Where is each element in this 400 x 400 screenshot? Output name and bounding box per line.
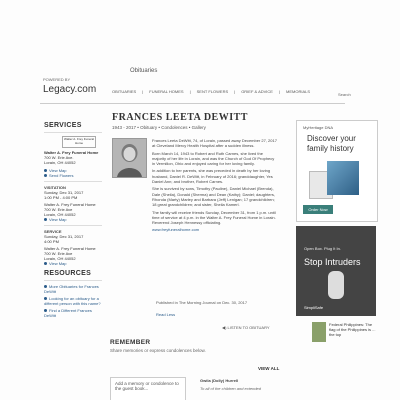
funeral-home-address-1: 700 W. Erie Ave. (44, 155, 74, 160)
guestbook-input[interactable]: Add a memory or condolence to the guest book... (110, 377, 186, 400)
left-sidebar (44, 122, 102, 318)
services-heading: SERVICES (44, 122, 82, 129)
send-flowers-link[interactable]: Send Flowers (44, 173, 102, 178)
funeral-home-logo: Walter A. Frey Funeral Home (62, 136, 96, 148)
read-less-link[interactable]: Read Less (156, 312, 176, 317)
legacy-logo[interactable] (43, 77, 97, 95)
obituary-text (152, 138, 277, 235)
tab-obituary[interactable]: Obituary (140, 125, 158, 130)
story-text: Federal Philippines: The flag of the Philippines is ... the top (329, 322, 376, 337)
deceased-name: FRANCES LEETA DEWITT (112, 112, 248, 123)
service-address-2: Lorain, OH 44052 (44, 256, 76, 261)
visitation-place: Walter A. Frey Funeral Home (44, 202, 96, 207)
service-place: Walter A. Frey Funeral Home (44, 246, 96, 251)
story-thumbnail (312, 322, 326, 342)
remember-heading: REMEMBER (110, 339, 151, 346)
top-nav: OBITUARIES | FUNERAL HOMES | SENT FLOWERS | GRIEF & ADVICE | MEMORIALS (112, 89, 311, 94)
nav-item-sent-flowers[interactable]: SENT FLOWERS (196, 89, 229, 94)
dna-box-image (327, 161, 359, 195)
visitation-address-2: Lorain, OH 44052 (44, 212, 76, 217)
portrait-image (113, 139, 146, 177)
speaker-icon: ◀) (222, 325, 227, 330)
resource-item[interactable]: Find a Different Frances DeWitt (44, 308, 92, 318)
service-view-map-link[interactable]: View Map (44, 261, 102, 266)
map-pin-icon (44, 218, 47, 221)
simplisafe-ad[interactable] (296, 226, 376, 316)
map-pin-icon (44, 262, 47, 265)
view-map-link[interactable]: View Map (44, 168, 102, 173)
header-divider (40, 103, 345, 104)
ad-order-button[interactable]: Order Now (303, 205, 333, 214)
service-date: Sunday, Dec 31, 2017 (44, 234, 84, 239)
obituary-paragraph: The family will receive friends Sunday, December 31, from 1 p.m. until time of service at 4 p.m. in the Walter A. Frey Funeral Home in Lorain. Reverend Joseph Hennessy officiating. (152, 209, 276, 226)
funeral-home-website-link[interactable]: www.freyfuneralhome.com (152, 227, 200, 233)
visitation-address-1: 700 W. Erie Ave (44, 207, 73, 212)
visitation-time: 1:00 PM - 4:00 PM (44, 195, 78, 200)
nav-item-obituaries[interactable]: OBITUARIES (112, 89, 137, 94)
visitation-view-map-link[interactable]: View Map (44, 217, 102, 222)
guestbook-entry-author: Gwila (Dolly) Hurrell (200, 378, 239, 383)
years-text: 1943 - 2017 (112, 125, 137, 130)
published-note: Published in The Morning Journal on Dec. 30, 2017 (156, 300, 248, 305)
listen-button[interactable]: ◀) LISTEN TO OBITUARY (222, 325, 270, 330)
resources-heading: RESOURCES (44, 270, 92, 277)
nav-item-funeral-homes[interactable]: FUNERAL HOMES (149, 89, 184, 94)
obituary-tabs: 1943 - 2017 • Obituary • Condolences • Gallery (112, 125, 206, 130)
service-time: 4:00 PM (44, 239, 59, 244)
funeral-home-address-2: Lorain, OH 44052 (44, 160, 76, 165)
view-all-link[interactable]: VIEW ALL (258, 366, 280, 371)
logo-text: Legacy.com (43, 84, 97, 95)
logo-subtitle: POWERED BY (43, 77, 71, 82)
myheritage-ad[interactable] (296, 120, 378, 222)
ad-tagline: Open Box. Plug It In. (304, 246, 341, 251)
remember-subtitle: Share memories or express condolences below. (110, 348, 206, 353)
obituary-paragraph: She is survived by sons, Timothy (Pauline), Daniel Michael (Brenda), Dale (Sheila), Donald (Sherma) and Dean (Kathy); Daniel; daughters, Rhonda (Marty) Marley and Barbara (Jeff) Lenigan; 17 grandchildren; 18 great grandchildren; and sister, Sheila Kamerl. (152, 186, 275, 208)
visitation-date: Sunday, Dec 31, 2017 (44, 190, 84, 195)
nav-item-memorials[interactable]: MEMORIALS (286, 89, 311, 94)
ad-headline: Stop Intruders (304, 257, 361, 267)
tab-condolences[interactable]: Condolences (161, 125, 188, 130)
map-pin-icon (44, 169, 47, 172)
security-device-image (328, 271, 344, 299)
sponsored-story[interactable] (312, 322, 378, 350)
visitation-label: VISITATION (44, 185, 66, 190)
ad-brand: SimpliSafe (304, 305, 324, 310)
search-link[interactable]: Search (338, 92, 351, 97)
resource-item[interactable]: More Obituaries for Frances DeWitt (44, 284, 99, 294)
flower-icon (44, 174, 47, 177)
deceased-photo[interactable] (112, 138, 147, 178)
service-label: SERVICE (44, 229, 62, 234)
ad-brand: MyHeritage DNA (303, 125, 334, 130)
obituary-paragraph: Frances Leeta DeWitt, 74, of Lorain, passed away December 27, 2017 at Cleveland Mercy Health Hospital after a sudden illness. (152, 138, 277, 149)
service-address-1: 700 W. Erie Ave (44, 251, 73, 256)
ad-headline: Discover your family history (307, 134, 356, 153)
tab-gallery[interactable]: Gallery (191, 125, 206, 130)
section-title: Obituaries (130, 68, 158, 74)
guestbook-entry-text: To all of the children and extended (200, 386, 262, 391)
nav-item-grief-advice[interactable]: GRIEF & ADVICE (241, 89, 273, 94)
funeral-home-name[interactable]: Walter A. Frey Funeral Home (44, 150, 99, 155)
resource-item[interactable]: Looking for an obituary for a different person with this name? (44, 296, 101, 306)
obituary-paragraph: Born March 14, 1943 to Robert and Ruth Carnes, she lived the majority of her life in Lorain, and was the Church of God Of Prophecy in Vermilion, Ohio and enjoyed caring for her loving family. (152, 150, 275, 167)
obituary-paragraph: In addition to her parents, she was preceded in death by her loving husband, Daniel R. DeWitt, in February of 2016; granddaughter, Yes Daniel Ann; and brother, Robert Carnes. (152, 168, 273, 185)
